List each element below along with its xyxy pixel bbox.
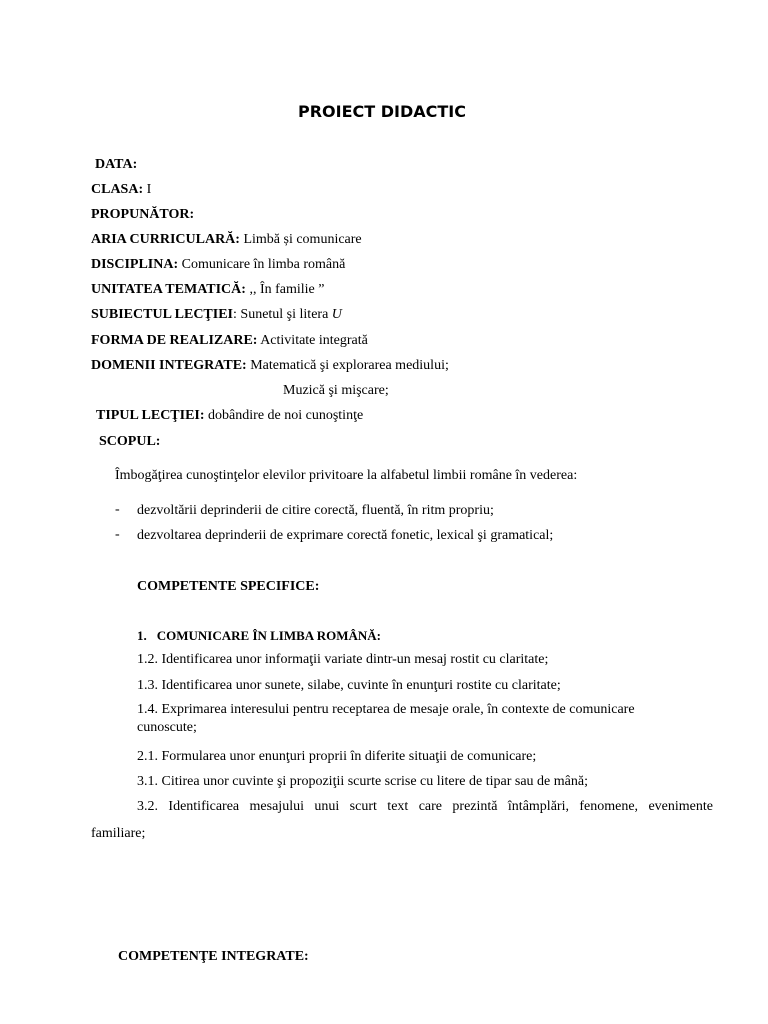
list-bullet: - xyxy=(115,502,120,517)
competence-item: 3.1. Citirea unor cuvinte şi propoziţii scurte scrise cu litere de tipar sau de mână; xyxy=(137,774,588,789)
field-propunator: PROPUNĂTOR: xyxy=(91,207,195,222)
field-domenii-integrate-cont: Muzică şi mişcare; xyxy=(283,383,389,398)
field-unitatea-tematica: UNITATEA TEMATICĂ: ,, În familie ” xyxy=(91,282,325,297)
list-item: dezvoltarea deprinderii de exprimare corectă fonetic, lexical şi gramatical; xyxy=(137,528,554,543)
list-item: dezvoltării deprinderii de citire corectă, fluentă, în ritm propriu; xyxy=(137,503,494,518)
section-title: COMUNICARE ÎN LIMBA ROMÂNĂ: xyxy=(156,628,381,643)
competence-item: 3.2. Identificarea mesajului unui scurt text care prezintă întâmplări, fenomene, evenimente xyxy=(137,799,713,814)
field-clasa: CLASA: I xyxy=(91,182,152,197)
competence-item: 1.3. Identificarea unor sunete, silabe, cuvinte în enunţuri rostite cu claritate; xyxy=(137,678,561,693)
competente-integrate-heading: COMPETENŢE INTEGRATE: xyxy=(118,949,309,964)
competence-item: 1.2. Identificarea unor informaţii variate dintr-un mesaj rostit cu claritate; xyxy=(137,652,549,667)
competente-specifice-heading: COMPETENTE SPECIFICE: xyxy=(137,579,320,594)
field-domenii-integrate: DOMENII INTEGRATE: Matematică şi explorarea mediului; xyxy=(91,358,449,373)
scope-text: Îmbogăţirea cunoştinţelor elevilor privitoare la alfabetul limbii române în vederea: xyxy=(115,468,578,483)
competence-item: 1.4. Exprimarea interesului pentru receptarea de mesaje orale, în contexte de comunicare cunoscute; xyxy=(137,702,635,735)
field-forma-de-realizare: FORMA DE REALIZARE: Activitate integrată xyxy=(91,333,368,348)
section-heading xyxy=(137,628,381,644)
list-bullet: - xyxy=(115,527,120,542)
competence-item: 2.1. Formularea unor enunţuri proprii în diferite situaţii de comunicare; xyxy=(137,749,537,764)
field-tipul-lectiei: TIPUL LECŢIEI: dobândire de noi cunoştinţe xyxy=(96,408,364,423)
section-number: 1. xyxy=(137,628,147,643)
page-title: PROIECT DIDACTIC xyxy=(297,102,466,121)
field-disciplina: DISCIPLINA: Comunicare în limba română xyxy=(91,257,346,272)
field-scopul: SCOPUL: xyxy=(99,434,161,449)
field-aria-curriculara: ARIA CURRICULARĂ: Limbă și comunicare xyxy=(91,232,362,247)
competence-item-continuation: familiare; xyxy=(91,826,146,841)
field-data: DATA: xyxy=(95,157,138,172)
field-subiectul-lectiei: SUBIECTUL LECŢIEI: Sunetul şi litera U xyxy=(91,307,342,322)
